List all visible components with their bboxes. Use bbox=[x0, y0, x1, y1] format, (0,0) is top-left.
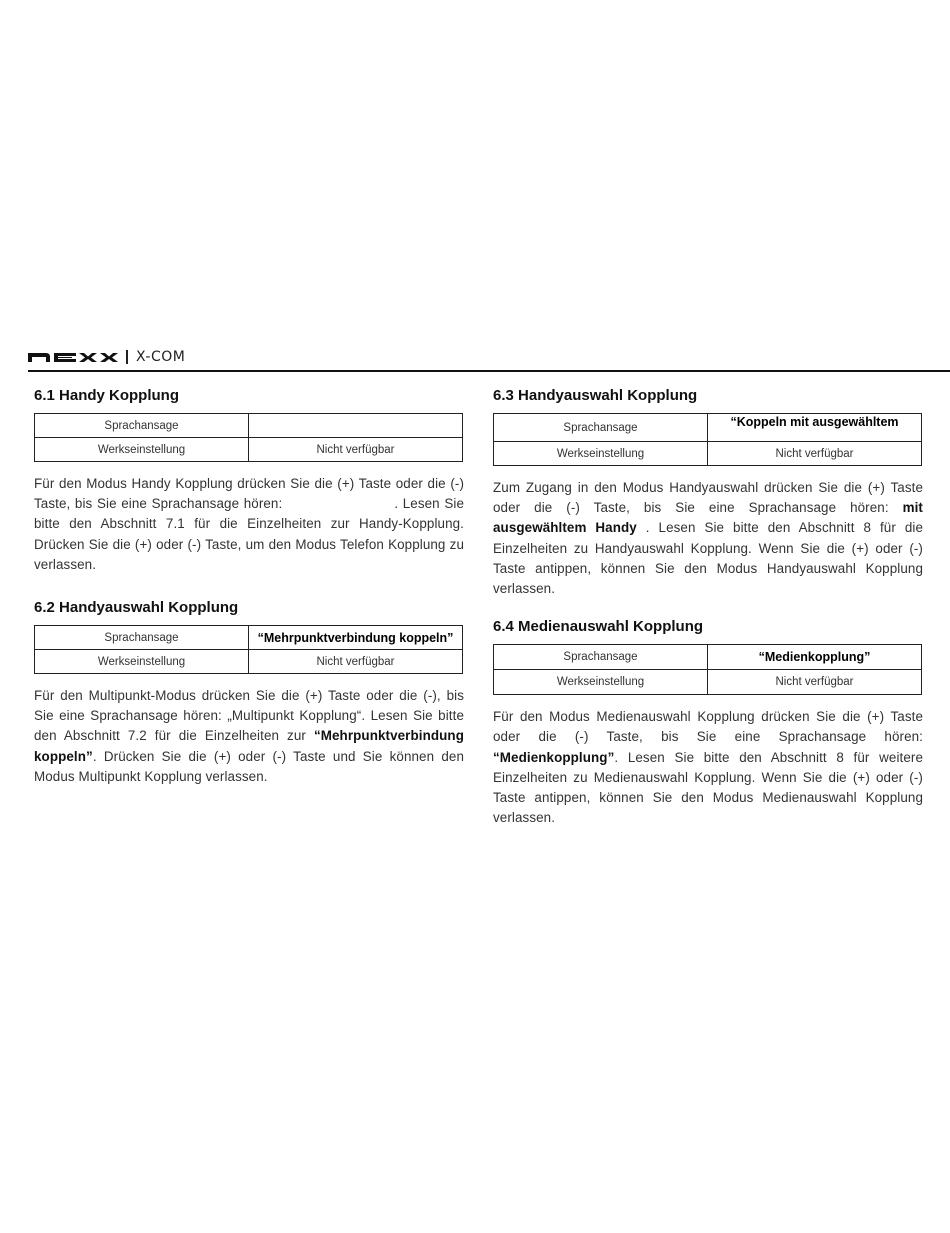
table-row bbox=[35, 438, 463, 462]
table-cell-value: “Koppeln mit ausgewähltem bbox=[708, 414, 922, 442]
table-row bbox=[494, 670, 922, 695]
body-strong: mit ausgewähltem Handy bbox=[493, 500, 923, 536]
section-title: 6.2 Handyauswahl Kopplung bbox=[34, 599, 239, 617]
body-text: . Drücken Sie die (+) oder (-) Taste und Sie können den Modus Multipunkt Kopplung verlassen. bbox=[34, 748, 464, 784]
table-row bbox=[494, 414, 922, 442]
spec-table bbox=[34, 413, 463, 462]
table-cell-label: Sprachansage bbox=[35, 626, 249, 650]
table-cell-value: Nicht verfügbar bbox=[708, 442, 922, 466]
nexx-logo bbox=[28, 352, 120, 362]
table-cell-value: Nicht verfügbar bbox=[249, 650, 463, 674]
spec-table bbox=[493, 644, 922, 695]
left-column bbox=[34, 386, 464, 787]
model-name: X-COM bbox=[136, 349, 186, 365]
section-6-2 bbox=[34, 598, 464, 787]
table-cell-label: Werkseinstellung bbox=[494, 442, 708, 466]
table-cell-value: Nicht verfügbar bbox=[708, 670, 922, 695]
section-6-4 bbox=[493, 617, 923, 828]
section-body bbox=[493, 478, 923, 599]
table-row bbox=[35, 414, 463, 438]
right-column bbox=[493, 386, 923, 828]
body-text: Zum Zugang in den Modus Handyauswahl drücken Sie die (+) Taste oder die (-) Taste, bis Sie eine Sprachansage hören: bbox=[493, 480, 923, 516]
header-rule bbox=[28, 370, 950, 372]
body-strong: “Mehrpunktverbindung koppeln” bbox=[34, 728, 464, 764]
section-title: 6.1 Handy Kopplung bbox=[34, 387, 180, 404]
table-cell-label: Sprachansage bbox=[494, 645, 708, 670]
spec-table bbox=[34, 625, 463, 674]
body-text: Für den Modus Handy Kopplung drücken Sie die (+) Taste oder die (-) Taste, bis Sie eine Sprachansage hören: bbox=[34, 476, 464, 512]
body-text: . Lesen Sie bitte den Abschnitt 8 für die Einzelheiten zu Handyauswahl Kopplung. Wenn Sie die (+) oder (-) Taste antippen, können Sie den Modus Handyauswahl Kopplung verlassen. bbox=[493, 520, 923, 597]
section-title: 6.4 Medienauswahl Kopplung bbox=[493, 618, 704, 636]
table-cell-label: Werkseinstellung bbox=[35, 438, 249, 462]
table-cell-label: Werkseinstellung bbox=[494, 670, 708, 695]
table-cell-value: Nicht verfügbar bbox=[249, 438, 463, 462]
body-text: Für den Modus Medienauswahl Kopplung drücken Sie die (+) Taste oder die (-) Taste, bis Sie eine Sprachansage hören: bbox=[493, 709, 923, 745]
table-cell-label: Sprachansage bbox=[35, 414, 249, 438]
table-cell-label: Sprachansage bbox=[494, 414, 708, 442]
header-separator bbox=[126, 350, 128, 364]
table-row bbox=[35, 626, 463, 650]
table-row bbox=[35, 650, 463, 674]
section-body bbox=[34, 474, 464, 575]
body-text: Für den Multipunkt-Modus drücken Sie die (+) Taste oder die (-), bis Sie eine Sprachansage hören: „Multipunkt Kopplung“. Lesen Sie bitte den Abschnitt 7.2 für die Einzelheiten zur bbox=[34, 688, 464, 744]
section-title: 6.3 Handyauswahl Kopplung bbox=[493, 387, 698, 404]
section-body bbox=[493, 707, 923, 828]
table-cell-value: “Medienkopplung” bbox=[708, 645, 922, 670]
section-6-3 bbox=[493, 386, 923, 599]
nexx-logo-icon bbox=[28, 352, 120, 362]
table-row bbox=[494, 645, 922, 670]
section-body bbox=[34, 686, 464, 787]
page-header bbox=[28, 346, 185, 368]
body-strong: “Medienkopplung” bbox=[493, 749, 615, 765]
table-cell-label: Werkseinstellung bbox=[35, 650, 249, 674]
body-text: . Lesen Sie bitte den Abschnitt 7.1 für die Einzelheiten zur Handy-Kopplung. Drücken Sie die (+) oder (-) Taste, um den Modus Telefon Kopplung zu verlassen. bbox=[34, 496, 464, 572]
spec-table bbox=[493, 413, 922, 466]
section-6-1 bbox=[34, 386, 464, 575]
table-cell-value bbox=[249, 414, 463, 438]
table-row bbox=[494, 442, 922, 466]
table-cell-value: “Mehrpunktverbindung koppeln” bbox=[249, 626, 463, 650]
body-text: . Lesen Sie bitte den Abschnitt 8 für weitere Einzelheiten zu Medienauswahl Kopplung. Wenn Sie die (+) oder (-) Taste antippen, können Sie den Modus Medienauswahl Kopplung verlassen. bbox=[493, 749, 923, 826]
